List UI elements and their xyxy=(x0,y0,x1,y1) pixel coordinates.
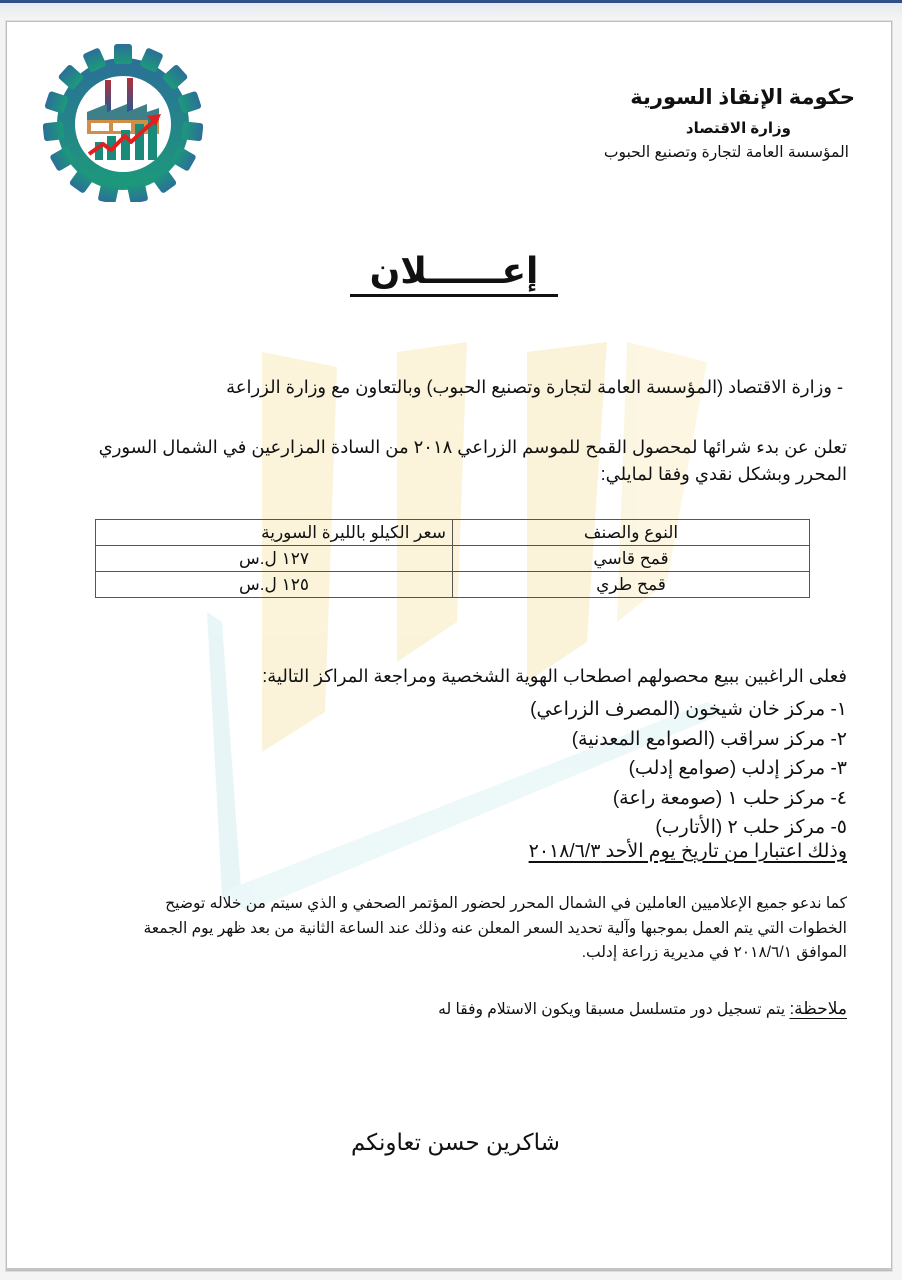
table-cell-price: ١٢٧ ل.س xyxy=(96,546,453,572)
list-item: ٤- مركز حلب ١ (صومعة راعة) xyxy=(612,787,847,809)
list-item: ٥- مركز حلب ٢ (الأتارب) xyxy=(655,817,847,838)
note-label: ملاحظة: xyxy=(789,999,847,1018)
table-header-price: سعر الكيلو بالليرة السورية xyxy=(96,520,453,546)
table-row xyxy=(96,572,810,598)
list-item: ٢- مركز سراقب (الصوامع المعدنية) xyxy=(571,728,847,750)
price-table xyxy=(95,519,810,598)
centers-intro: فعلى الراغبين ببيع محصولهم اصطحاب الهوية الشخصية ومراجعة المراكز التالية: xyxy=(262,666,847,686)
table-header-row xyxy=(96,520,810,546)
closing-line: شاكرين حسن تعاونكم xyxy=(351,1129,560,1155)
table-cell-type: قمح قاسي xyxy=(453,546,810,572)
list-item: ٣- مركز إدلب (صوامع إدلب) xyxy=(628,758,847,779)
institution-logo-icon xyxy=(43,42,203,202)
press-invitation: كما ندعو جميع الإعلاميين العاملين في الشمال المحرر لحضور المؤتمر الصحفي و الذي سيتم من خلاله توضيح الخطوات التي يتم العمل بموجبها وآلية تحديد السعر المعلن عنه وذلك عند الساعة الثانية من بعد ظهر يوم الجمعة الموافق ٢٠١٨/٦/١ في مديرية زراعة إدلب. xyxy=(143,895,847,961)
note xyxy=(438,999,847,1019)
table-cell-type: قمح طري xyxy=(453,572,810,598)
note-text: يتم تسجيل دور متسلسل مسبقا ويكون الاستلام وفقا له xyxy=(438,1001,790,1018)
centers-list xyxy=(530,695,847,843)
table-cell-price: ١٢٥ ل.س xyxy=(96,572,453,598)
watermark-emblem-icon xyxy=(7,22,892,1271)
effective-date: وذلك اعتبارا من تاريخ يوم الأحد ٢٠١٨/٦/٣ xyxy=(528,841,847,862)
table-header-type: النوع والصنف xyxy=(453,520,810,546)
institution-name: المؤسسة العامة لتجارة وتصنيع الحبوب xyxy=(603,144,849,161)
table-row xyxy=(96,546,810,572)
intro-line: - وزارة الاقتصاد (المؤسسة العامة لتجارة وتصنيع الحبوب) وبالتعاون مع وزارة الزراعة xyxy=(226,377,843,397)
list-item: ١- مركز خان شيخون (المصرف الزراعي) xyxy=(530,699,847,720)
government-name: حكومة الإنقاذ السورية xyxy=(630,86,855,109)
document-page xyxy=(6,21,892,1271)
ministry-name: وزارة الاقتصاد xyxy=(685,120,791,137)
announcement-paragraph: تعلن عن بدء شرائها لمحصول القمح للموسم الزراعي ٢٠١٨ من السادة المزارعين في الشمال السوري المحرر وبشكل نقدي وفقا لمايلي: xyxy=(98,437,847,484)
window-top-shadow xyxy=(0,3,902,19)
announcement-title: إعــــــلان xyxy=(350,250,558,297)
page-separator xyxy=(6,1268,892,1270)
